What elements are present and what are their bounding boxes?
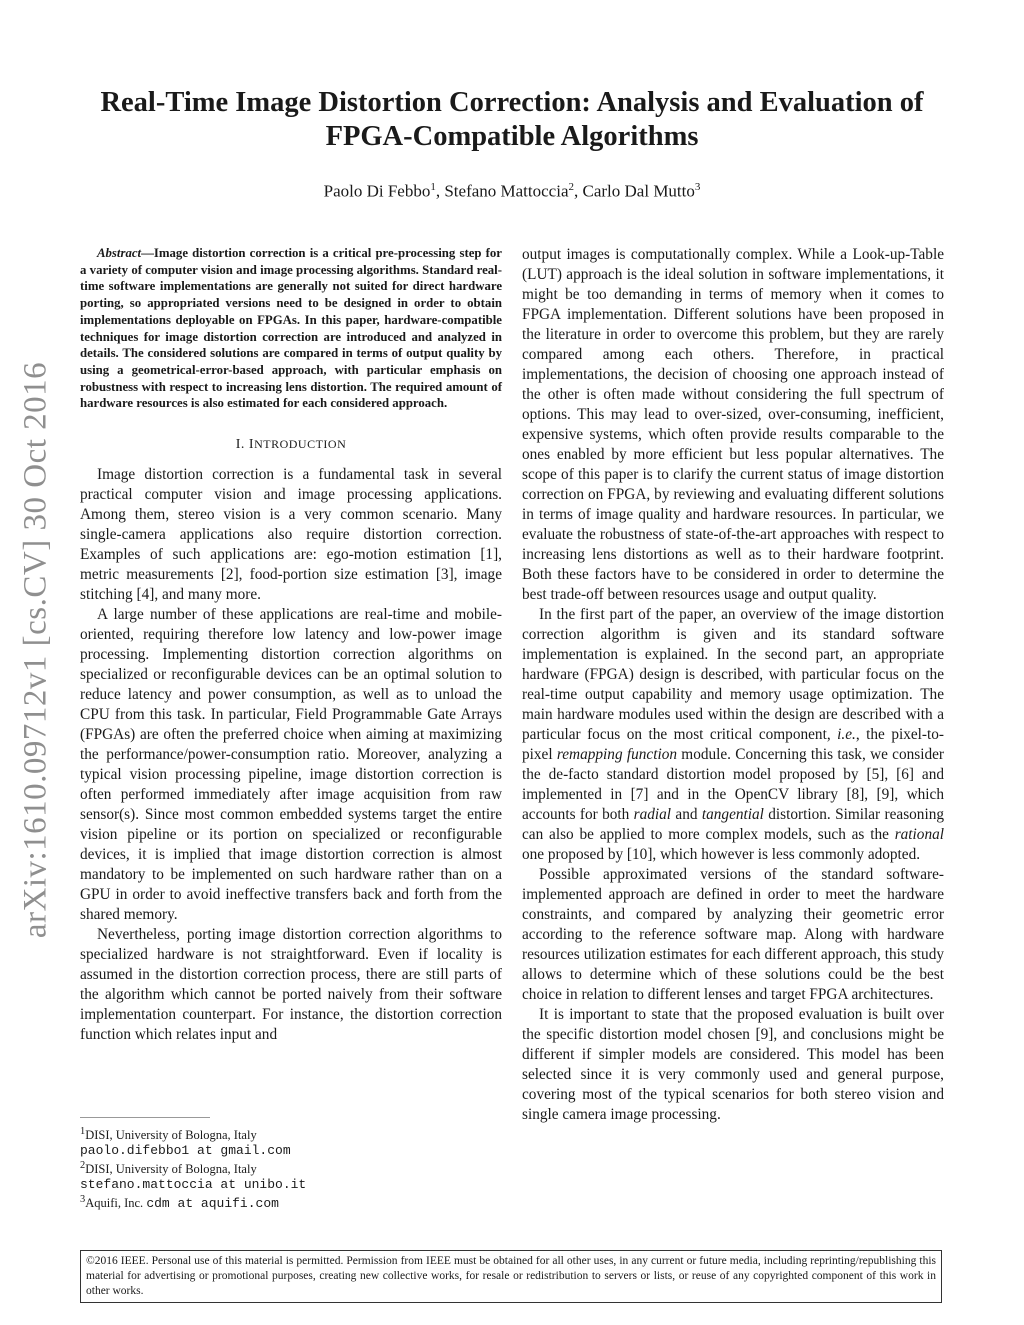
author-1-mark: 1 bbox=[430, 181, 436, 193]
arxiv-identifier: arXiv:1610.09712v1 [cs.CV] 30 Oct 2016 bbox=[17, 361, 54, 939]
author-3: Carlo Dal Mutto bbox=[582, 181, 695, 201]
title-line-2: FPGA-Compatible Algorithms bbox=[325, 121, 699, 152]
section-number: I. I bbox=[235, 437, 255, 453]
footnote-3-email: cdm at aquifi.com bbox=[146, 1196, 279, 1212]
paper-title bbox=[80, 86, 944, 154]
section-title: NTRODUCTION bbox=[254, 437, 347, 452]
body-paragraph: In the first part of the paper, an overview of the image distortion correction algorithm is given and its standard software implementation is explained. In the second part, an appropriate hardware (FPGA) design is described, with particular focus on the real-time output capability and memory usage optimization. The main hardware modules used within the design are described with a particular focus on the most critical component, i.e., the pixel-to-pixel remapping function module. Concerning this task, we consider the de-facto standard distortion model proposed by [5], [6] and implemented in [7] and in the OpenCV library [8], [9], which accounts for both radial and tangential distortion. Similar reasoning can also be applied to more complex models, such as the rational one proposed by [10], which however is less commonly adopted. bbox=[522, 606, 945, 863]
footnote-1: $^1$DISI, University of Bologna, Italy bbox=[80, 1126, 257, 1143]
author-3-mark: 3 bbox=[694, 181, 701, 193]
title-line-1: Real-Time Image Distortion Correction: Analysis and Evaluation of bbox=[100, 87, 924, 118]
intro-paragraph: Nevertheless, porting image distortion correction algorithms to specialized hardware is not straightforward. Even if locality is assumed in the distortion correction process, there are still parts of the algorithm which cannot be ported naively from their software implementation counterpart. For instance, the distortion correction function which relates input and bbox=[80, 926, 502, 1044]
footnote-2-email: stefano.mattoccia at unibo.it bbox=[80, 1177, 307, 1193]
intro-paragraph: A large number of these applications are real-time and mobile-oriented, requiring therefore low latency and low-power image processing. Implementing distortion correction algorithms on specialized or reconfigurable devices can be an optimal solution to reduce latency and power consumption, as well as to unload the CPU from this task. In particular, Field Programmable Gate Arrays (FPGAs) are often the preferred choice when aiming at maximizing the performance/power-consumption ratio. Moreover, analyzing a typical vision processing pipeline, image distortion correction is often performed immediately after image acquisition from raw sensor(s). Since most common embedded systems target the entire vision pipeline or its portion on specialized or reconfigurable devices, it is implied that image distortion correction is almost mandatory to be implemented on such hardware rather than on a GPU in order to avoid ineffective transfers back and forth from the shared memory. bbox=[80, 606, 502, 924]
section-heading-introduction bbox=[80, 434, 502, 455]
abstract-text: Image distortion correction is a critical pre-processing step for a variety of computer vision and image processing algorithms. Standard real-time software implementations are generally not suited for direct hardware porting, so appropriated versions need to be designed in order to obtain implementations deployable on FPGAs. In this paper, hardware-compatible techniques for image distortion correction are introduced and analyzed in details. The considered solutions are compared in terms of output quality by using a geometrical-error-based approach, with particular emphasis on robustness with respect to increasing lens distortion. The required amount of hardware resources is also estimated for each considered approach. bbox=[80, 246, 502, 411]
abstract-label: Abstract bbox=[97, 246, 142, 260]
footnote-1-email: paolo.difebbo1 at gmail.com bbox=[80, 1143, 291, 1159]
body-paragraph: It is important to state that the proposed evaluation is built over the specific distortion model chosen [9], and conclusions might be different if simpler models are considered. This model has been selected since it is very commonly used and general purpose, covering most of the typical scenarios for both stereo vision and single camera image processing. bbox=[522, 1006, 944, 1123]
author-2: Stefano Mattoccia bbox=[444, 181, 569, 201]
abstract bbox=[80, 245, 502, 412]
author-1: Paolo Di Febbo bbox=[323, 181, 431, 201]
footnote-2: $^2$DISI, University of Bologna, Italy bbox=[80, 1160, 257, 1177]
body-paragraph: Possible approximated versions of the standard software-implemented approach are defined in order to meet the hardware constraints, and compared by analyzing their geometric error according to the reference software map. Along with hardware resources utilization estimates for each different approach, this study allows to determine which of these solutions could be the best choice in relation to different lenses and target FPGA architectures. bbox=[522, 866, 944, 1003]
body-paragraph: output images is computationally complex. While a Look-up-Table (LUT) approach is the ideal solution in software implementations, it might be too demanding in terms of memory when it comes to FPGA implementation. Different solutions have been proposed in the literature in order to overcome this problem, but they are rarely compared among each others. Therefore, in practical implementations, the decision of choosing one approach instead of the other is often made without considering the full spectrum of options. This may lead to over-sized, over-consuming, inefficient, expensive systems, which often provide results comparable to the ones enabled by more efficient but less popular alternatives. The scope of this paper is to clarify the current status of image distortion correction on FPGA, by reviewing and evaluating different solutions in terms of image quality and hardware resources. In particular, we evaluate the robustness of state-of-the-art approaches with respect to increasing lens distortions as well as to their hardware footprint. Both these factors have to be considered in order to determine the best trade-off between resources usage and output quality. bbox=[522, 246, 944, 603]
footnote-rule bbox=[80, 1117, 210, 1118]
author-list: Paolo Di Febbo$^1$, Stefano Mattoccia$^2$, Carlo Dal Mutto$^3$ bbox=[323, 181, 701, 201]
left-column bbox=[80, 245, 502, 1045]
footnote-3: $^3$Aquifi, Inc. cdm at aquifi.com bbox=[80, 1194, 279, 1212]
intro-paragraph: Image distortion correction is a fundamental task in several practical computer vision and image processing applications. Among them, stereo vision is a very common scenario. Many single-camera applications also require distortion correction. Examples of such applications are: ego-motion estimation [1], metric measurements [2], food-portion size estimation [3], image stitching [4], and many more. bbox=[80, 466, 502, 604]
copyright-notice: ©2016 IEEE. Personal use of this material is permitted. Permission from IEEE must be obtained for all other uses, in any current or future media, including reprinting/republishing this material for advertising or promotional purposes, creating new collective works, for resale or redistribution to servers or lists, or reuse of any copyrighted component of this work in other works. bbox=[80, 1250, 942, 1303]
footnotes bbox=[80, 1124, 502, 1211]
abstract-dash: — bbox=[141, 246, 154, 260]
right-column bbox=[522, 245, 944, 1125]
author-2-mark: 2 bbox=[568, 181, 574, 193]
